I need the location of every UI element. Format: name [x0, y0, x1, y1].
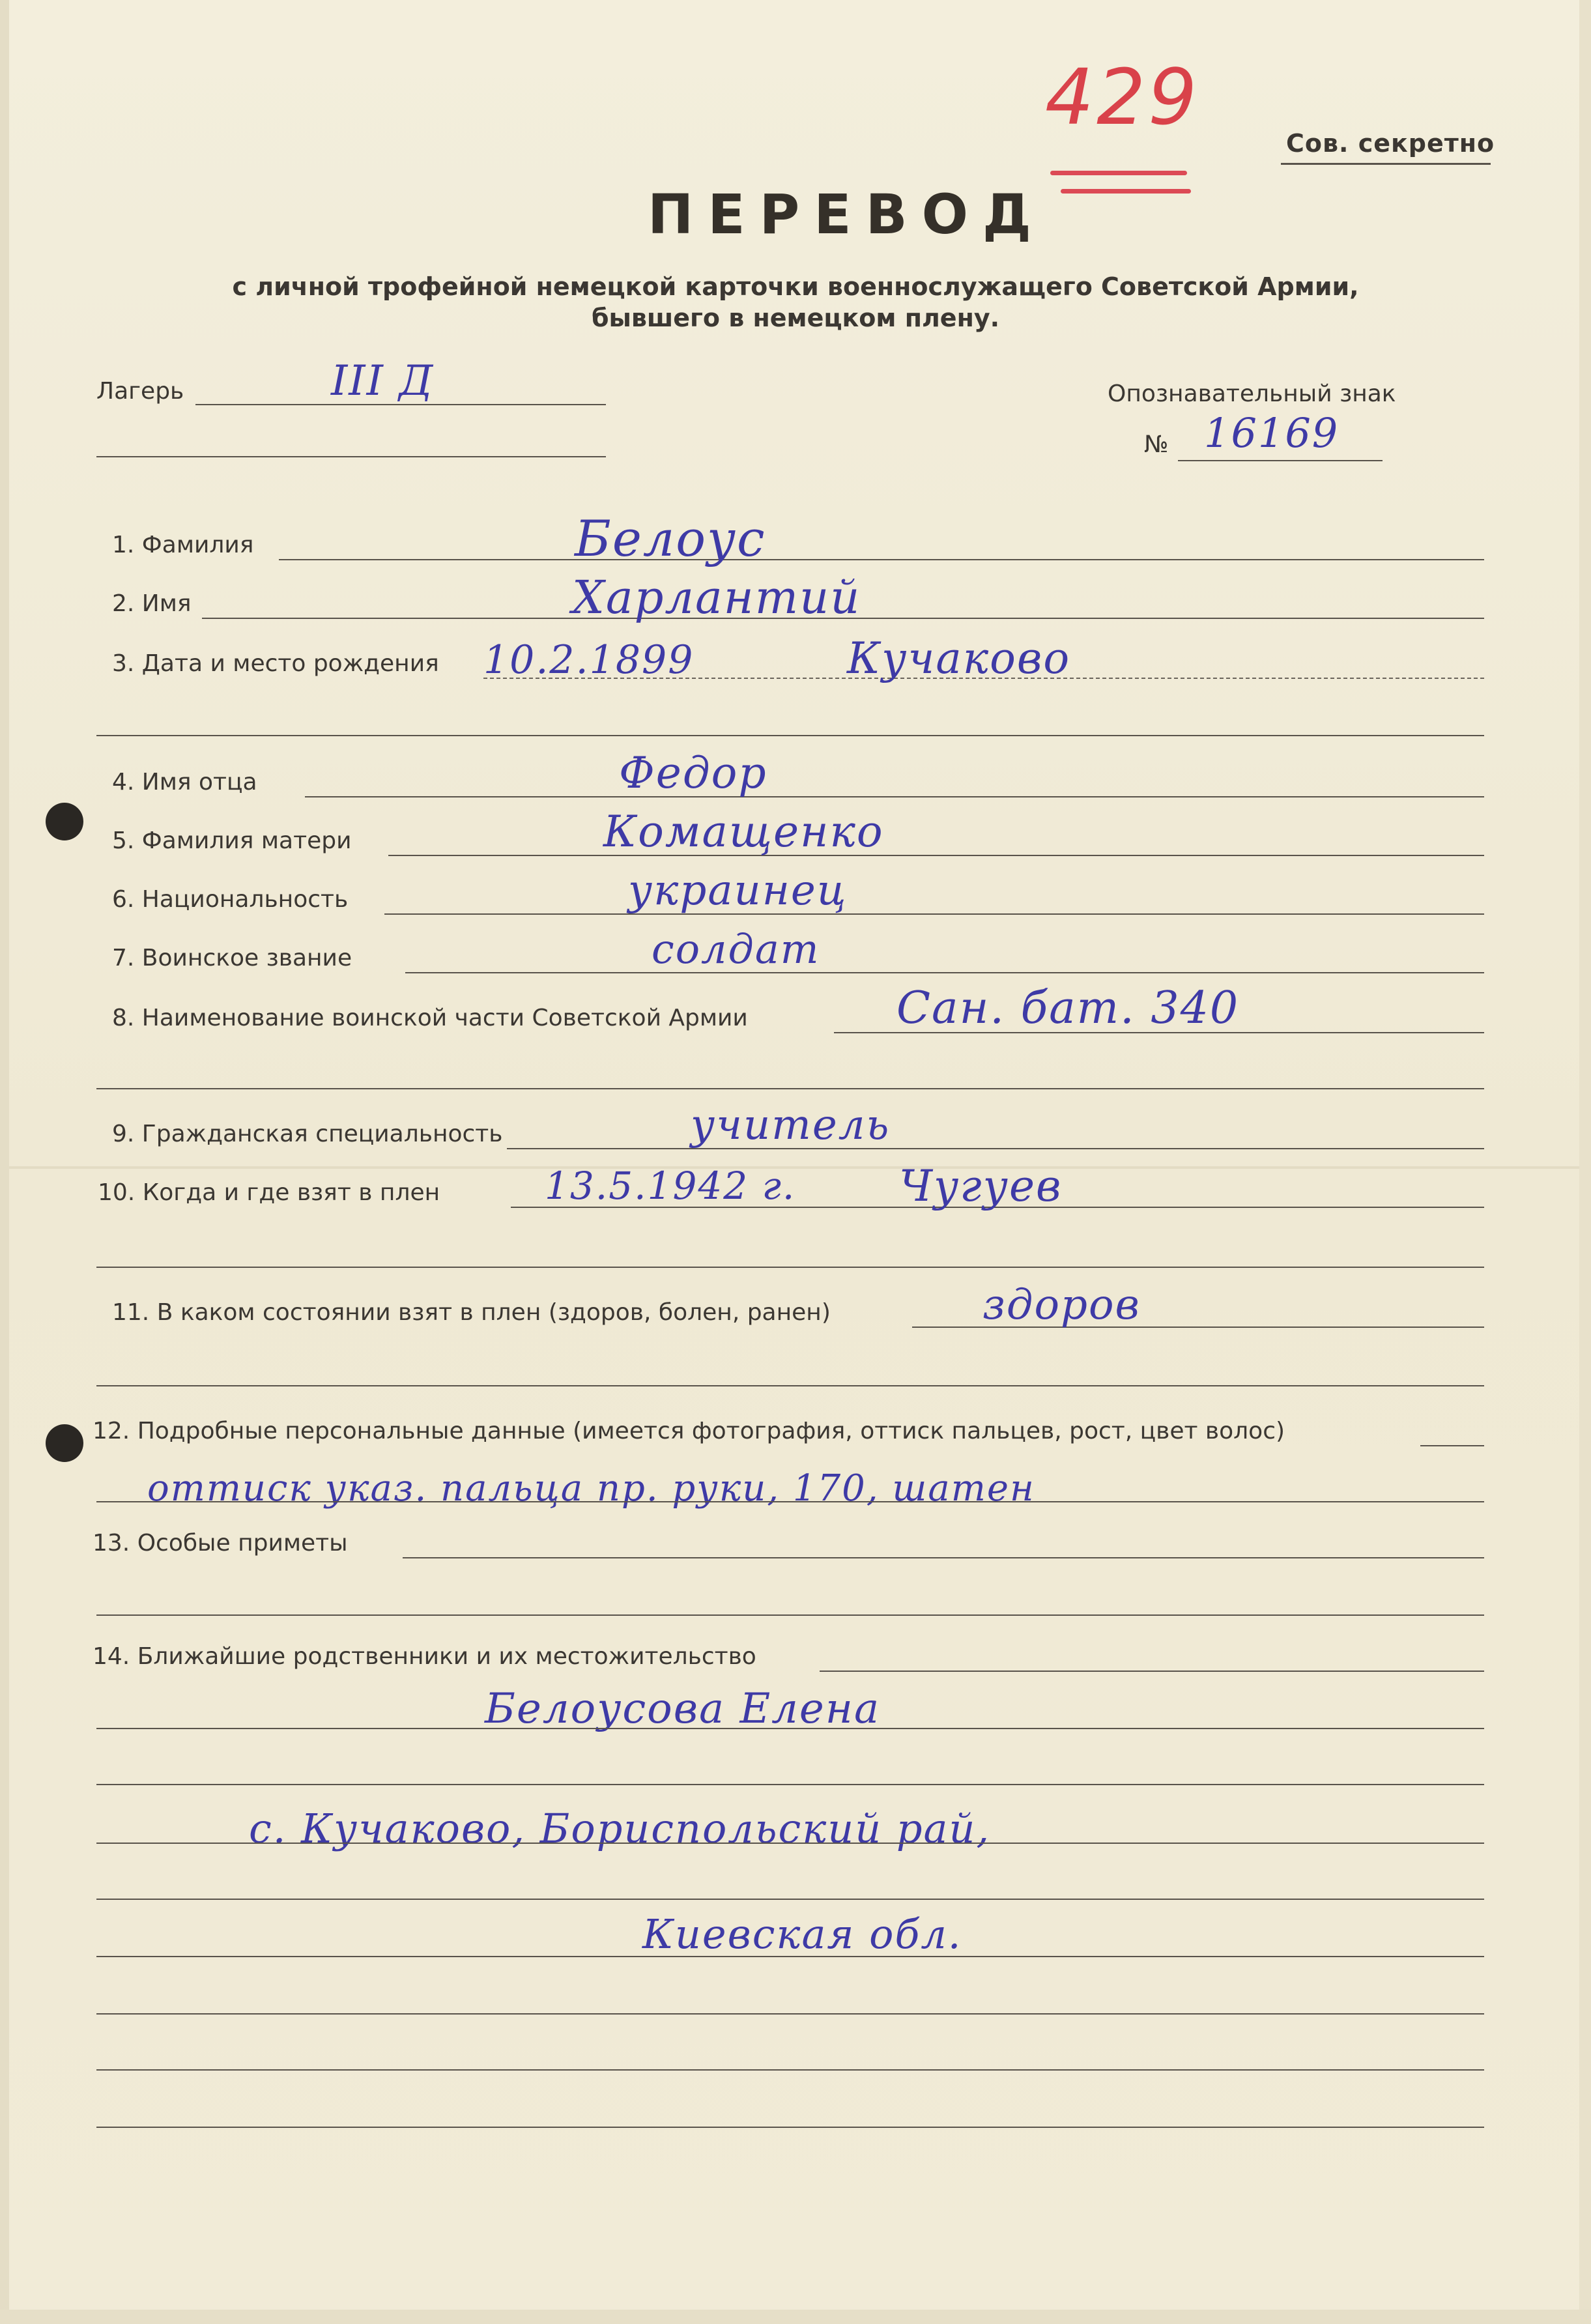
- field-14-line-5: [96, 1899, 1484, 1900]
- field-6-line: [384, 913, 1484, 915]
- field-14-relative-name: Белоусова Елена: [485, 1685, 881, 1733]
- field-14-line-9: [96, 2127, 1484, 2128]
- field-3-place: Кучаково: [847, 633, 1071, 683]
- field-14-line-4: [96, 1843, 1484, 1844]
- field-10-line-2: [96, 1267, 1484, 1268]
- field-3-line-2: [96, 735, 1484, 736]
- field-14-line-8: [96, 2069, 1484, 2071]
- field-14-line: [820, 1671, 1484, 1672]
- field-13-line-2: [96, 1614, 1484, 1616]
- secrecy-underline: [1281, 163, 1491, 165]
- stamp-underline: [1050, 171, 1187, 175]
- field-10-label: 10. Когда и где взят в плен: [98, 1179, 440, 1206]
- field-10-place: Чугуев: [899, 1161, 1063, 1211]
- field-8-line-2: [96, 1088, 1484, 1089]
- id-mark-value: 16169: [1204, 409, 1340, 457]
- stamp-underline: [1061, 189, 1191, 194]
- punch-hole-icon: [46, 1424, 83, 1462]
- field-9-label: 9. Гражданская специальность: [112, 1121, 503, 1147]
- archive-stamp-number: 429: [1045, 52, 1200, 142]
- field-5-line: [388, 855, 1484, 856]
- punch-hole-icon: [46, 803, 83, 840]
- paper-edge-left: [0, 0, 9, 2324]
- field-7-line: [405, 972, 1484, 973]
- field-11-value: здоров: [982, 1281, 1141, 1329]
- field-14-address: с. Кучаково, Бориспольский рай,: [249, 1805, 991, 1852]
- field-6-label: 6. Национальность: [112, 886, 349, 913]
- camp-line-2: [96, 456, 606, 457]
- field-12-line-2: [96, 1501, 1484, 1502]
- field-4-line: [305, 796, 1484, 797]
- field-7-label: 7. Воинское звание: [112, 945, 352, 971]
- field-14-line-7: [96, 2013, 1484, 2015]
- id-mark-line: [1178, 460, 1383, 461]
- field-12-line: [1420, 1445, 1484, 1446]
- field-13-label: 13. Особые приметы: [93, 1530, 348, 1557]
- field-6-value: украинец: [628, 867, 848, 915]
- field-8-value: Сан. бат. 340: [896, 983, 1240, 1034]
- document-subtitle-line1: с личной трофейной немецкой карточки военнослужащего Советской Армии,: [232, 272, 1359, 301]
- field-7-value: солдат: [652, 925, 820, 973]
- field-9-value: учитель: [691, 1101, 891, 1149]
- field-5-label: 5. Фамилия матери: [112, 827, 352, 854]
- field-3-label: 3. Дата и место рождения: [112, 650, 439, 677]
- field-2-label: 2. Имя: [112, 590, 192, 617]
- secrecy-label: Сов. секретно: [1286, 129, 1495, 158]
- field-1-label: 1. Фамилия: [112, 532, 254, 558]
- field-1-value: Белоус: [575, 509, 766, 567]
- field-14-line-2: [96, 1728, 1484, 1729]
- field-13-line: [403, 1557, 1484, 1558]
- field-11-line-2: [96, 1385, 1484, 1386]
- paper-edge-bottom: [0, 2310, 1591, 2324]
- field-8-label: 8. Наименование воинской части Советской Армии: [112, 1005, 748, 1031]
- field-1-line: [279, 559, 1484, 560]
- field-2-value: Харлантий: [572, 571, 861, 624]
- field-12-label: 12. Подробные персональные данные (имеется фотография, оттиск пальцев, рост, цвет волос): [93, 1418, 1285, 1444]
- field-10-date: 13.5.1942 г.: [545, 1164, 796, 1208]
- field-14-label: 14. Ближайшие родственники и их местожительство: [93, 1643, 756, 1670]
- document-subtitle-line2: бывшего в немецком плену.: [591, 304, 1000, 332]
- id-mark-number-sign: №: [1144, 431, 1169, 458]
- field-14-line-3: [96, 1784, 1484, 1785]
- camp-label: Лагерь: [96, 378, 184, 405]
- field-14-line-6: [96, 1956, 1484, 1957]
- field-14-region: Киевская обл.: [642, 1910, 962, 1958]
- field-4-label: 4. Имя отца: [112, 769, 257, 796]
- field-11-label: 11. В каком состоянии взят в плен (здоров, болен, ранен): [112, 1299, 831, 1326]
- document-title: ПЕРЕВОД: [648, 182, 1046, 246]
- field-3-date: 10.2.1899: [483, 637, 695, 683]
- field-9-line: [507, 1148, 1484, 1149]
- paper-edge-right: [1579, 0, 1591, 2324]
- id-mark-label: Опознавательный знак: [1108, 380, 1396, 407]
- field-12-value: оттиск указ. пальца пр. руки, 170, шатен: [147, 1467, 1035, 1510]
- field-4-value: Федор: [619, 748, 767, 798]
- field-5-value: Комащенко: [603, 807, 884, 857]
- camp-value: III Д: [331, 357, 435, 405]
